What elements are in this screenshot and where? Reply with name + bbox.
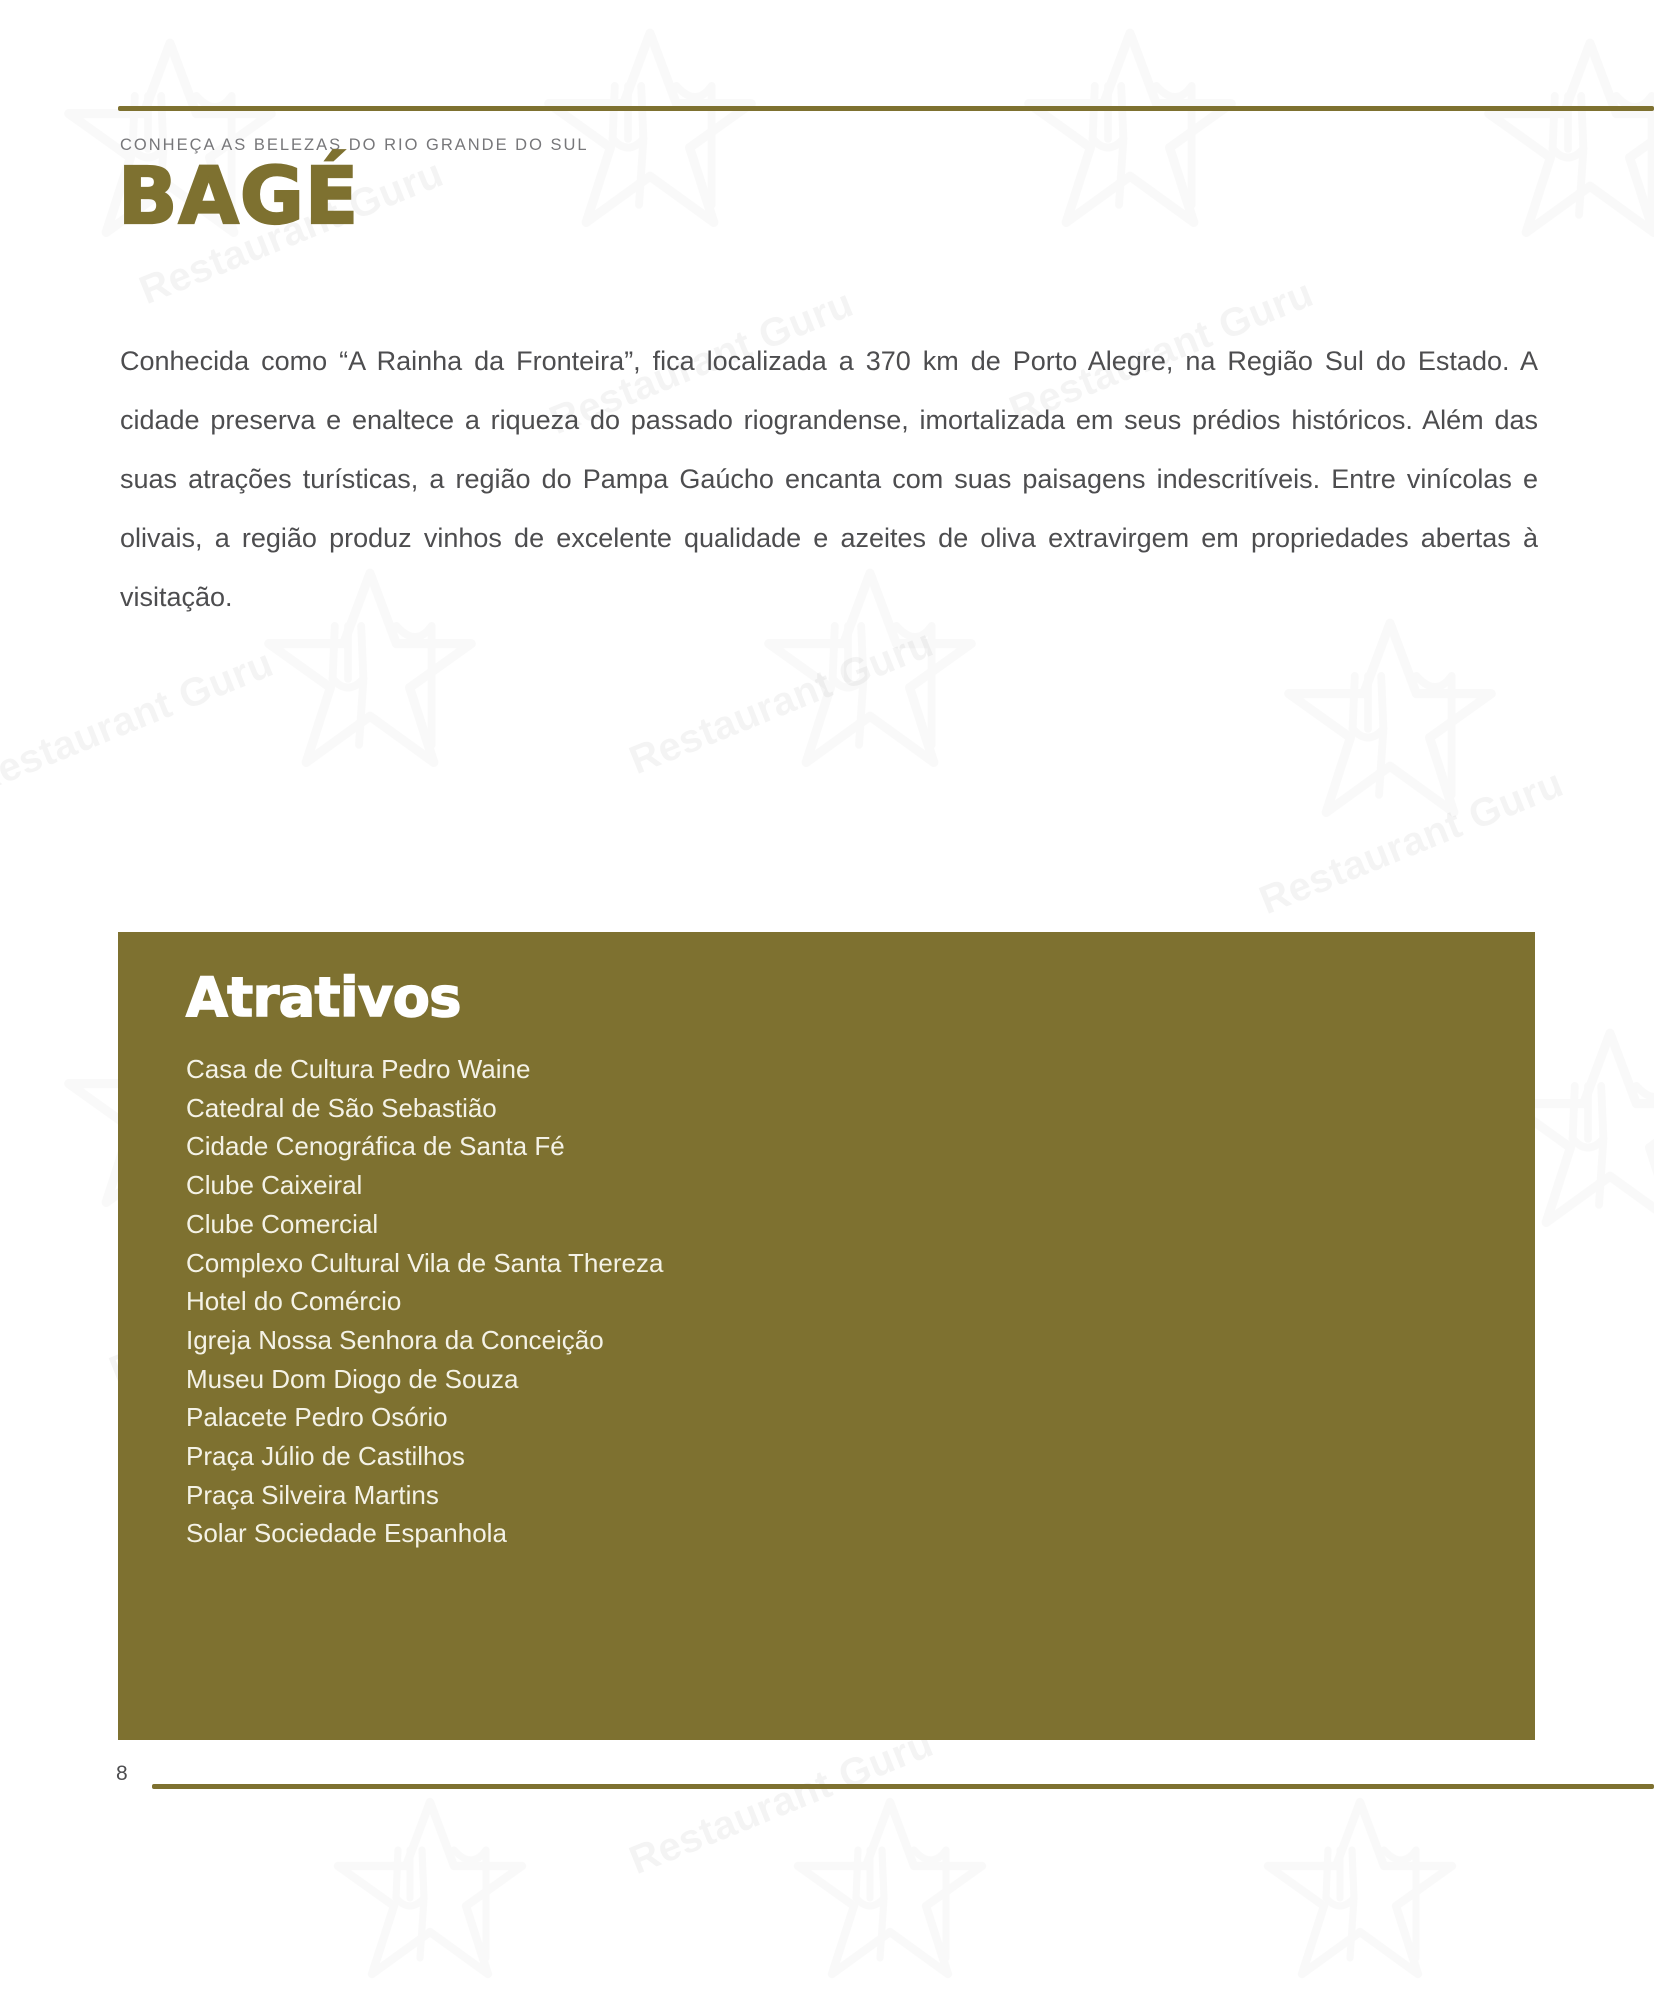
attraction-item: Complexo Cultural Vila de Santa Thereza [186, 1247, 664, 1278]
page-title: BAGÉ [118, 152, 360, 242]
attraction-item: Cidade Cenográfica de Santa Fé [186, 1131, 565, 1162]
attraction-item: Clube Caixeiral [186, 1170, 363, 1201]
attraction-item: Palacete Pedro Osório [186, 1402, 448, 1433]
attractions-heading: Atrativos [186, 966, 461, 1029]
attraction-item: Hotel do Comércio [186, 1286, 402, 1317]
attraction-item: Casa de Cultura Pedro Waine [186, 1054, 531, 1084]
section-eyebrow: CONHEÇA AS BELEZAS DO RIO GRANDE DO SUL [120, 136, 589, 154]
header-rule [118, 106, 1654, 111]
attraction-item: Praça Silveira Martins [186, 1479, 439, 1510]
attraction-item: Museu Dom Diogo de Souza [186, 1363, 519, 1394]
attraction-item: Catedral de São Sebastião [186, 1092, 497, 1123]
attractions-panel [118, 932, 1535, 1740]
attraction-item: Solar Sociedade Espanhola [186, 1518, 507, 1549]
attractions-list [186, 1050, 663, 1553]
footer-rule [152, 1784, 1654, 1789]
attraction-item: Clube Comercial [186, 1208, 379, 1239]
intro-paragraph: Conhecida como “A Rainha da Fronteira”, fica localizada a 370 km de Porto Alegre, na Região Sul do Estado. A cidade preserva e enaltece a riqueza do passado riograndense, imortalizada em seus prédios históricos. Além das suas atrações turísticas, a região do Pampa Gaúcho encanta com suas paisagens indescritíveis. Entre vinícolas e olivais, a região produz vinhos de excelente qualidade e azeites de oliva extravirgem em propriedades abertas à visitação. [120, 346, 1538, 612]
page-number: 8 [116, 1762, 128, 1785]
attraction-item: Igreja Nossa Senhora da Conceição [186, 1324, 604, 1355]
attraction-item: Praça Júlio de Castilhos [186, 1441, 465, 1472]
